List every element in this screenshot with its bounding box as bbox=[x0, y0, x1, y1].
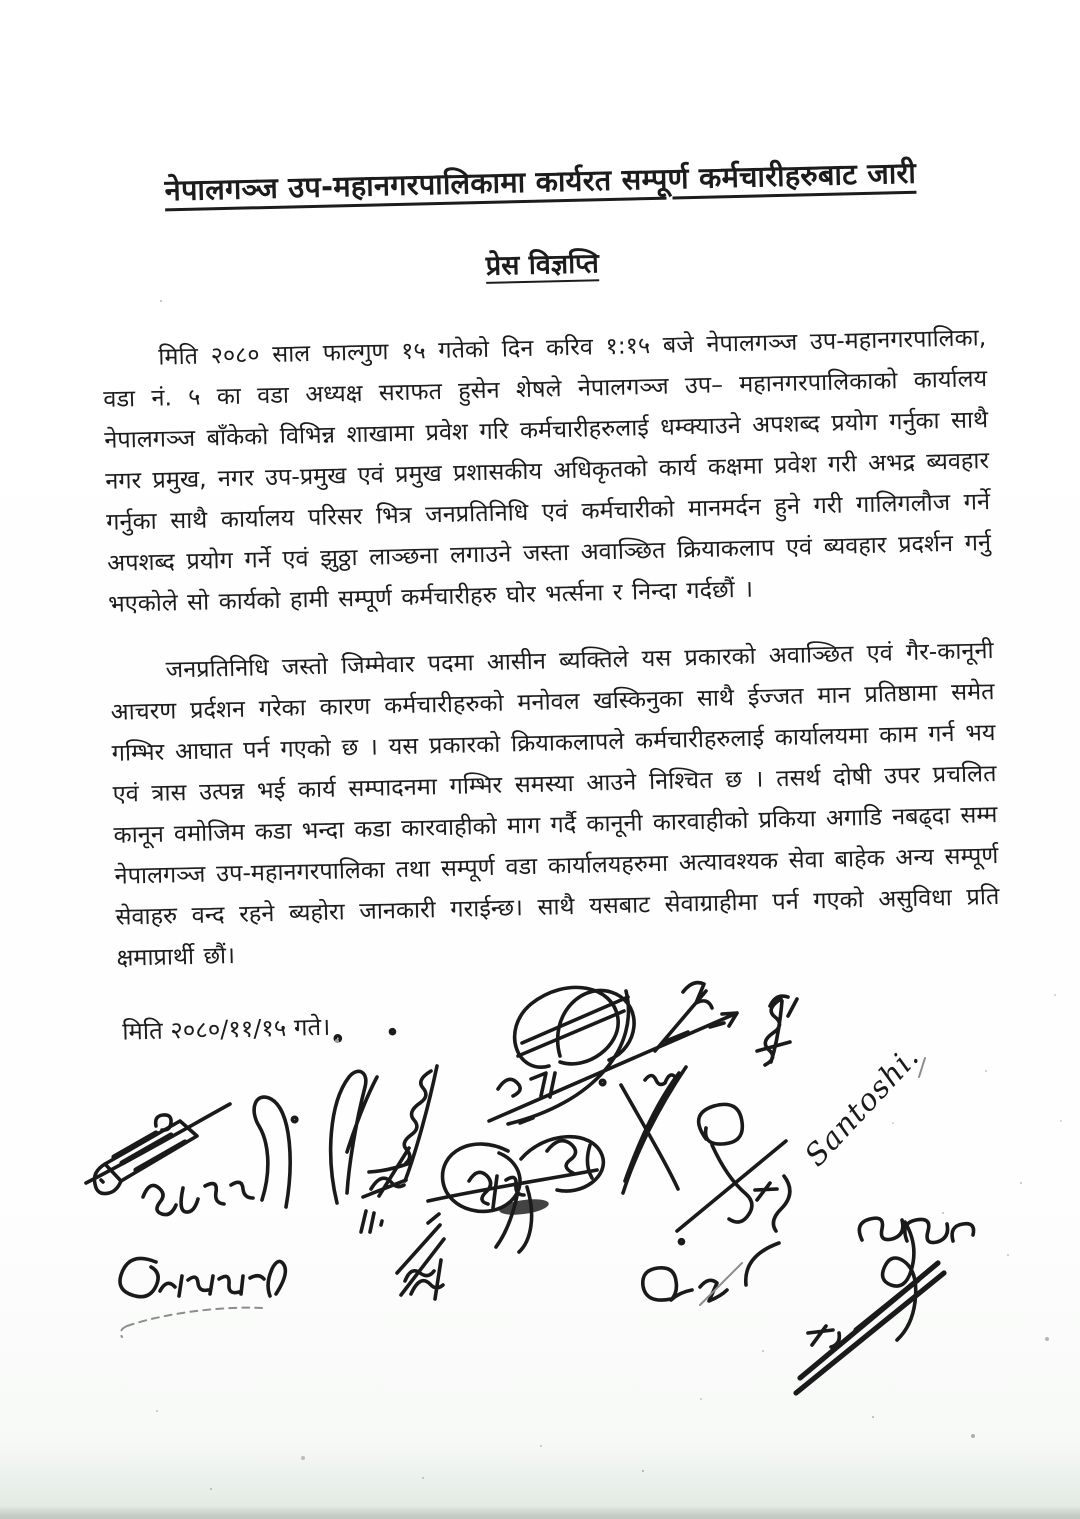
signature-pen-shape bbox=[86, 1104, 230, 1194]
signature-santoshi bbox=[798, 1039, 926, 1173]
signature-cursive-left bbox=[143, 1097, 297, 1214]
signature-humps-slashes bbox=[397, 1214, 444, 1299]
document-title: नेपालगञ्ज उप-महानगरपालिकामा कार्यरत सम्पूर्ण कर्मचारीहरुबाट जारी bbox=[164, 155, 917, 208]
date-line: मिति २०८०/११/१५ गते। bbox=[121, 1012, 331, 1046]
scan-edge-shadow bbox=[0, 1506, 1080, 1519]
paper-speckles bbox=[0, 0, 2, 2]
document-subtitle: प्रेस विज्ञप्ति bbox=[485, 248, 600, 282]
stray-ink-dots bbox=[335, 1030, 683, 1244]
signature-bottom-left-cursive bbox=[120, 1258, 285, 1337]
signature-loop-tail bbox=[677, 1104, 790, 1285]
paragraph-2: जनप्रतिनिधि जस्तो जिम्मेवार पदमा आसीन ब्यक्तिले यस प्रकारको अवाञ्छित एवं गैर-कानूनी आचरण प्रर्दशन गरेका कारण कर्मचारीहरुको मनोवल खस्किनुका साथै ईज्जत मान प्रतिष्ठामा समेत गम्भिर आघात पर्न गएको छ । यस प्रकारको क्रियाकलापले कर्मचारीहरुलाई कार्यालयमा काम गर्न भय एवं त्रास उत्पन्न भई कार्य सम्पादनमा गम्भिर समस्या आउने निश्चित छ । तसर्थ दोषी उपर प्रचलित कानून वमोजिम कडा भन्दा कडा कारवाहीको माग गर्दै कानूनी कारवाहीको प्रकिया अगाडि नबढ्दा सम्म नेपालगञ्ज उप-महानगरपालिका तथा सम्पूर्ण वडा कार्यालयहरुमा अत्यावश्यक सेवा बाहेक अन्य सम्पूर्ण सेवाहरु वन्द रहने ब्यहोरा जानकारी गराईन्छ। साथै यसबाट सेवाग्राहीमा पर्न गएको असुविधा प्रति क्षमाप्रार्थी छौं। bbox=[110, 636, 1000, 972]
signature-tick-marks bbox=[361, 1211, 382, 1232]
signature-check-stroke bbox=[331, 1071, 377, 1203]
signature-center-loops bbox=[428, 1137, 603, 1252]
paragraph-1: मिति २०८० साल फाल्गुण १५ गतेको दिन करिव १:१५ बजे नेपालगञ्ज उप-महानगरपालिका, वडा नं. ५ का वडा अध्यक्ष सराफत हुसेन शेषले नेपालगञ्ज उप– महानगरपालिकाको कार्यालय नेपालगञ्ज बाँकेको विभिन्न शाखामा प्रवेश गरि कर्मचारीहरुलाई धम्क्याउने अपशब्द प्रयोग गर्नुका साथै नगर प्रमुख, नगर उप-प्रमुख एवं प्रमुख प्रशासकीय अधिकृतको कार्य कक्षमा प्रवेश गरी अभद्र ब्यवहार गर्नुका साथै कार्यालय परिसर भित्र जनप्रतिनिधि एवं कर्मचारीको मानमर्दन हुने गरी गालिगलौज गर्ने अपशब्द प्रयोग गर्ने एवं झुठ्ठा लाञ्छना लगाउने जस्ता अवाञ्छित क्रियाकलाप एवं ब्यवहार प्रदर्शन गर्नु भएकोले सो कार्यको हामी सम्पूर्ण कर्मचारीहरु घोर भर्त्सना र निन्दा गर्दछौं । bbox=[103, 323, 992, 618]
signature-q-loop bbox=[643, 1263, 742, 1305]
signature-bottom-right-cluster bbox=[796, 1218, 974, 1393]
signature-chain-scribble bbox=[363, 1066, 437, 1197]
document-body bbox=[98, 151, 1002, 1048]
signature-santoshi-text: Santoshi. bbox=[798, 1039, 927, 1174]
signature-x-cross bbox=[621, 1067, 686, 1193]
